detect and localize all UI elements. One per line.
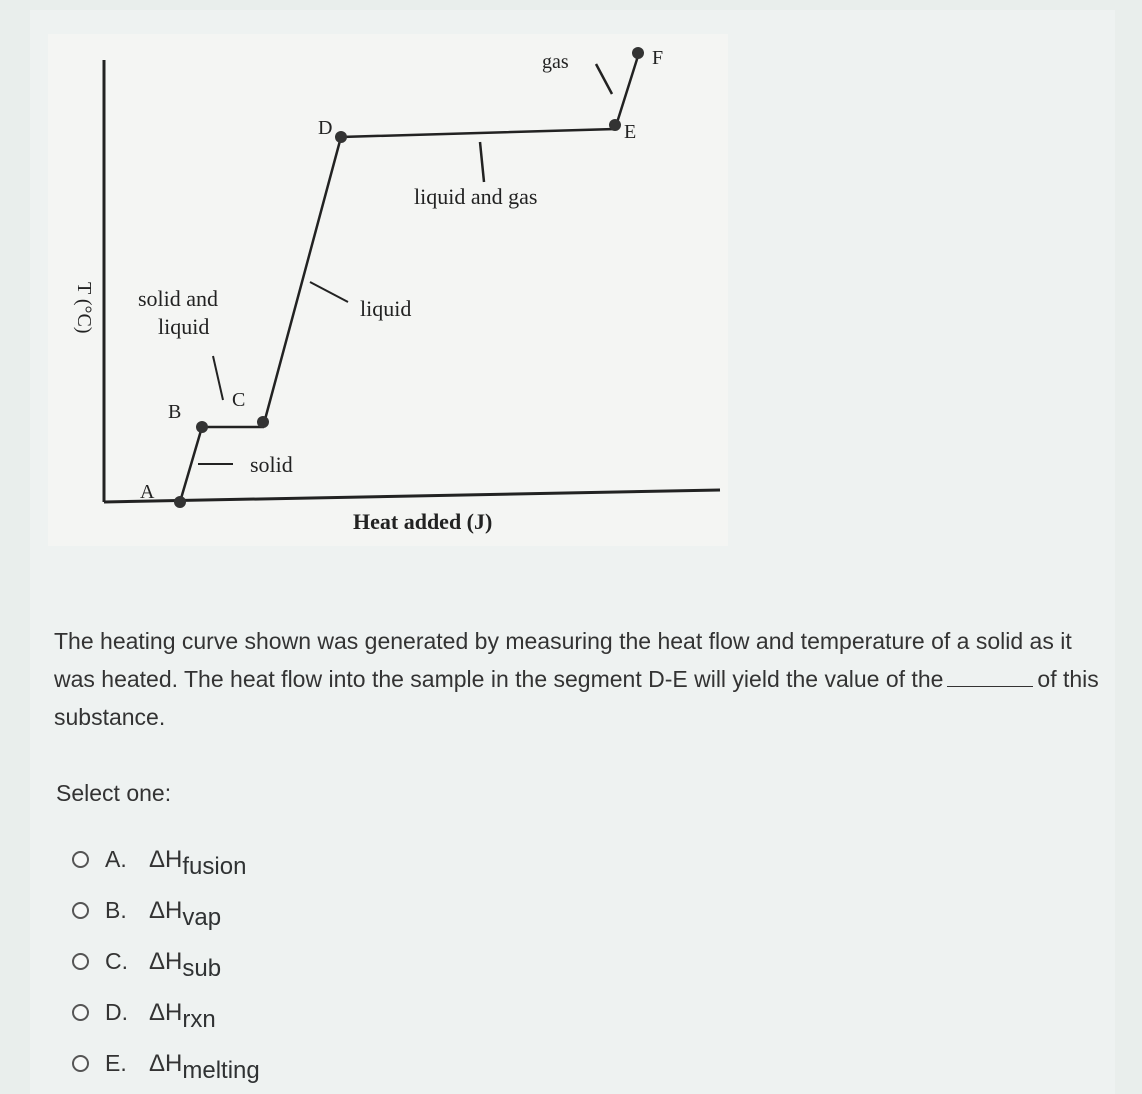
heating-curve-line [180,56,638,502]
gas-label: gas [542,51,569,73]
option-c-symbol: ΔH [149,947,183,975]
point-f-label: F [652,47,664,69]
option-d-radio[interactable] [72,1004,89,1021]
point-c-label: C [232,389,246,411]
question-text-before: The heating curve shown was generated by measuring the heat flow and temperature of a solid as it was heated. The heat flow into the sample in the segment D-E will yield the value of the [54,628,1072,692]
option-b-letter: B. [105,897,127,923]
point-c-marker [257,416,269,428]
solid-and-liquid-label-line1: solid and [138,286,219,311]
point-f-marker [632,47,644,59]
option-a-symbol: ΔH [149,845,183,873]
option-e[interactable] [72,1038,260,1089]
point-d-marker [335,131,347,143]
gas-leader [596,64,612,94]
option-d-subscript: rxn [182,1005,216,1033]
option-b[interactable] [72,885,260,936]
option-e-symbol: ΔH [149,1049,183,1077]
solid-and-liquid-label-line2: liquid [158,314,210,339]
point-d-label: D [318,117,333,139]
liquid-and-gas-label: liquid and gas [414,184,538,209]
point-a-label: A [140,481,155,503]
option-a-subscript: fusion [182,852,247,880]
option-a[interactable] [72,834,260,885]
option-d[interactable] [72,987,260,1038]
option-c-letter: C. [105,948,128,974]
liquid-gas-leader [480,142,484,182]
option-e-radio[interactable] [72,1055,89,1072]
option-c-subscript: sub [182,954,222,982]
select-one-label: Select one: [56,780,172,806]
point-a-marker [174,496,186,508]
heating-curve-figure [48,34,728,546]
option-d-symbol: ΔH [149,998,183,1026]
point-e-label: E [624,121,637,143]
y-axis-label: T (°C) [73,282,95,334]
option-e-subscript: melting [182,1056,260,1084]
solid-liquid-leader [213,356,223,400]
point-b-label: B [168,401,182,423]
option-c[interactable] [72,936,260,987]
question-text-after: of this substance. [54,666,1099,730]
heating-curve-svg [48,34,728,546]
option-b-symbol: ΔH [149,896,183,924]
x-axis [104,490,720,502]
liquid-leader [310,282,348,302]
option-e-letter: E. [105,1050,127,1076]
option-d-letter: D. [105,999,128,1025]
option-b-radio[interactable] [72,902,89,919]
point-e-marker [609,119,621,131]
answer-options [72,834,260,1089]
liquid-label: liquid [360,296,412,321]
solid-label: solid [250,452,293,477]
option-b-subscript: vap [182,903,222,931]
question-text [54,622,1104,736]
point-b-marker [196,421,208,433]
option-a-letter: A. [105,846,127,872]
x-axis-label: Heat added (J) [353,509,493,534]
option-c-radio[interactable] [72,953,89,970]
option-a-radio[interactable] [72,851,89,868]
answer-blank [947,666,1033,687]
